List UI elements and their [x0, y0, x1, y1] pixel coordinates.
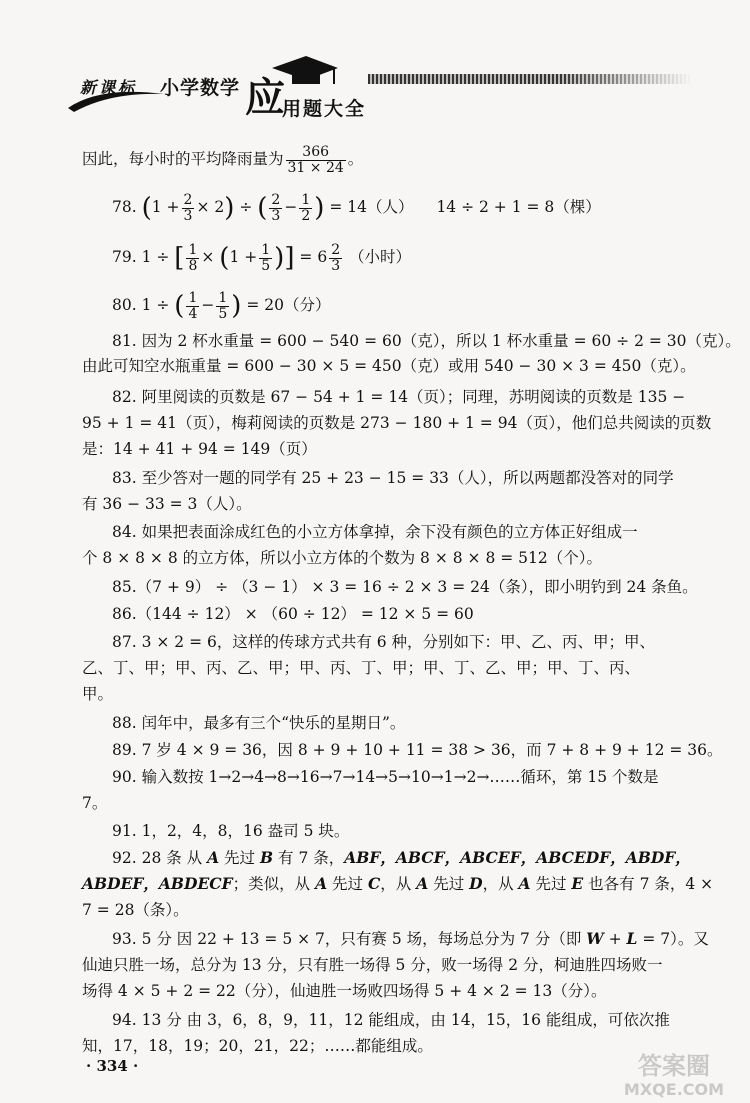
svg-text:MXQE.COM: MXQE.COM [623, 1080, 725, 1099]
brand-text: 新课标 [80, 78, 138, 97]
answer-82-line2: 95 + 1 = 41（页），梅莉阅读的页数是 273 − 180 + 1 = 94（页），他们总共阅读的页数 [82, 414, 712, 432]
answer-78: 78. (1 + $\frac{2}{3}$ × 2) ÷ ( $\frac{2}{3}$ − $\frac{1}{2}$ ) = 14（人） 14 ÷ 2 + 1 = 8（棵） [112, 192, 601, 224]
answer-81-line1: 81. 因为 2 杯水重量 = 600 − 540 = 60（克），所以 1 杯水重量 = 60 ÷ 2 = 30（克）。 [112, 332, 741, 350]
answer-83-line1: 83. 至少答对一题的同学有 25 + 23 − 15 = 33（人），所以两题都没答对的同学 [112, 469, 674, 487]
answer-90-line1: 90. 输入数按 1→2→4→8→16→7→14→5→10→1→2→……循环，第 15 个数是 [112, 768, 659, 786]
page-header [60, 50, 700, 130]
answer-92-line1: 92. 28 条 从 A 先过 B 有 7 条，ABF，ABCF，ABCEF，ABCEDF，ABDF， [112, 848, 691, 867]
fraction: $\frac{366}{31 \times 24}$ [287, 144, 344, 176]
title-big-char: 应 [245, 75, 285, 121]
answer-91: 91. 1，2，4，8，16 盎司 5 块。 [112, 822, 350, 840]
answer-90-line2: 7。 [82, 794, 108, 812]
answer-83-line2: 有 36 − 33 = 3（人）。 [82, 495, 252, 513]
answer-80: 80. 1 ÷ ( $\frac{1}{4}$ − $\frac{1}{5}$ ) = 20（分） [112, 290, 331, 322]
answer-84-line2: 个 8 × 8 × 8 的立方体，所以小立方体的个数为 8 × 8 × 8 = 512（个）。 [82, 549, 602, 567]
series-title: 小学数学 [160, 77, 241, 99]
answer-81-line2: 由此可知空水瓶重量 = 600 − 30 × 5 = 450（克）或用 540 − 30 × 3 = 450（克）。 [82, 357, 696, 375]
answer-79: 79. 1 ÷ [ $\frac{1}{8}$ × (1 + $\frac{1}{5}$ )] = 6 $\frac{2}{3}$ （小时） [112, 242, 412, 274]
answer-92-line2: ABDEF，ABDECF；类似，从 A 先过 C，从 A 先过 D，从 A 先过 E 也各有 7 条，4 × [82, 874, 714, 893]
page-number: · 334 · [86, 1057, 139, 1075]
answer-92-line3: 7 = 28（条）。 [82, 901, 189, 919]
answer-93-line3: 场得 4 × 5 + 2 = 22（分），仙迪胜一场败四场得 5 + 4 × 2 = 13（分）。 [82, 982, 607, 1000]
answer-82-line1: 82. 阿里阅读的页数是 67 − 54 + 1 = 14（页）；同理，苏明阅读的页数是 135 − [112, 388, 686, 406]
answer-86: 86.（144 ÷ 12） × （60 ÷ 12） = 12 × 5 = 60 [112, 605, 474, 623]
answer-89: 89. 7 岁 4 × 9 = 36，因 8 + 9 + 10 + 11 = 38 > 36，而 7 + 8 + 9 + 12 = 36。 [112, 741, 723, 759]
answer-94-line2: 知，17，18，19；20，21，22；……都能组成。 [82, 1037, 433, 1055]
answer-94-line1: 94. 13 分 由 3，6，8，9，11，12 能组成，由 14，15，16 能组成，可依次推 [112, 1011, 670, 1029]
answer-87-line2: 乙、丁、甲；甲、丙、乙、甲；甲、丙、丁、甲；甲、丁、乙、甲；甲、丁、丙、 [82, 659, 641, 677]
answer-84-line1: 84. 如果把表面涂成红色的小立方体拿掉，余下没有颜色的立方体正好组成一 [112, 523, 638, 541]
title-tail: 用题大全 [282, 98, 367, 120]
answer-93-line1: 93. 5 分 因 22 + 13 = 5 × 7，只有赛 5 场，每场总分为 7 分（即 W + L = 7）。又 [112, 929, 709, 948]
header-rule [368, 74, 692, 84]
svg-text:答案圈: 答案圈 [638, 1052, 710, 1080]
answer-87-line3: 甲。 [82, 685, 114, 703]
graduation-cap-icon [270, 54, 340, 90]
answer-88: 88. 闰年中，最多有三个“快乐的星期日”。 [112, 714, 406, 732]
answer-82-line3: 是：14 + 41 + 94 = 149（页） [82, 440, 317, 458]
answer-77-conclusion: 因此，每小时的平均降雨量为 $\frac{366}{31 \times 24}$ 。 [82, 144, 364, 176]
watermark-logo-icon [604, 1048, 744, 1100]
answer-85: 85.（7 + 9） ÷ （3 − 1） × 3 = 16 ÷ 2 × 3 = 24（条），即小明钓到 24 条鱼。 [112, 578, 698, 596]
answer-87-line1: 87. 3 × 2 = 6，这样的传球方式共有 6 种，分别如下：甲、乙、丙、甲；甲、 [112, 633, 656, 651]
answer-93-line2: 仙迪只胜一场，总分为 13 分，只有胜一场得 5 分，败一场得 2 分，柯迪胜四场败一 [82, 956, 663, 974]
